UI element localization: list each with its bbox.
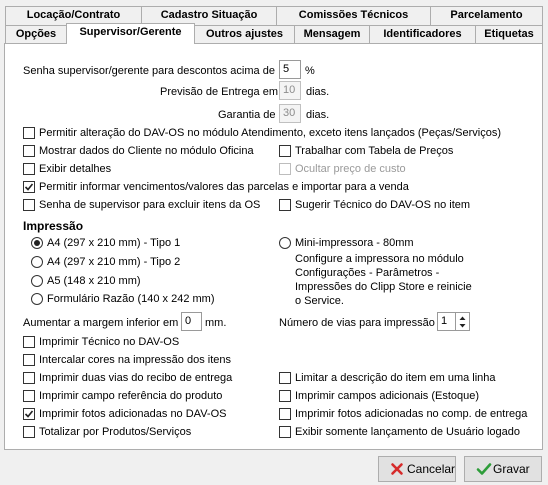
discount-label: Senha supervisor/gerente para descontos acima de bbox=[23, 65, 275, 77]
checkbox-permitir-vencimentos[interactable] bbox=[23, 181, 35, 193]
delivery-value: 10 bbox=[283, 84, 296, 96]
discount-field[interactable] bbox=[279, 60, 301, 79]
label-campo-referencia: Imprimir campo referência do produto bbox=[39, 390, 223, 402]
tab-identificadores[interactable]: Identificadores bbox=[369, 25, 476, 44]
checkbox-senha-excluir-itens[interactable] bbox=[23, 199, 35, 211]
warranty-field[interactable] bbox=[279, 104, 301, 123]
label-campos-adicionais: Imprimir campos adicionais (Estoque) bbox=[295, 390, 480, 402]
checkbox-permitir-alteracao[interactable] bbox=[23, 127, 35, 139]
tab-cadastro-situacao[interactable]: Cadastro Situação bbox=[141, 6, 277, 25]
mini-note-line4: o Service. bbox=[295, 295, 344, 307]
label-ocultar-preco-custo: Ocultar preço de custo bbox=[295, 163, 406, 175]
copies-label: Número de vias para impressão bbox=[279, 317, 435, 329]
check-icon bbox=[476, 462, 492, 476]
radio-a5[interactable] bbox=[31, 275, 43, 287]
cancel-label: Cancelar bbox=[407, 462, 456, 476]
impressao-title: Impressão bbox=[23, 219, 84, 233]
checkbox-sugerir-tecnico[interactable] bbox=[279, 199, 291, 211]
checkbox-intercalar-cores[interactable] bbox=[23, 354, 35, 366]
checkbox-exibir-detalhes[interactable] bbox=[23, 163, 35, 175]
label-a5: A5 (148 x 210 mm) bbox=[47, 275, 141, 287]
tab-etiquetas[interactable]: Etiquetas bbox=[475, 25, 543, 44]
checkbox-campos-adicionais[interactable] bbox=[279, 390, 291, 402]
radio-mini-impressora[interactable] bbox=[279, 237, 291, 249]
tab-opcoes[interactable]: Opções bbox=[5, 25, 67, 44]
cancel-button[interactable] bbox=[378, 456, 456, 482]
label-mostrar-dados-cliente: Mostrar dados do Cliente no módulo Oficina bbox=[39, 145, 254, 157]
checkbox-ocultar-preco-custo[interactable] bbox=[279, 163, 291, 175]
label-fotos-comp-entrega: Imprimir fotos adicionadas no comp. de entrega bbox=[295, 408, 528, 420]
checkbox-usuario-logado[interactable] bbox=[279, 426, 291, 438]
delivery-label: Previsão de Entrega em bbox=[160, 86, 279, 98]
radio-a4-tipo2[interactable] bbox=[31, 256, 43, 268]
radio-a4-tipo1[interactable] bbox=[31, 237, 43, 249]
tab-locacao-contrato[interactable]: Locação/Contrato bbox=[5, 6, 142, 25]
checkbox-fotos-comp-entrega[interactable] bbox=[279, 408, 291, 420]
margin-unit: mm. bbox=[205, 317, 227, 329]
warranty-label: Garantia de bbox=[218, 109, 276, 121]
delivery-unit: dias. bbox=[306, 86, 330, 98]
save-button[interactable] bbox=[464, 456, 542, 482]
copies-spin-buttons[interactable] bbox=[455, 313, 469, 330]
arrow-up-icon[interactable] bbox=[456, 314, 469, 322]
label-permitir-alteracao: Permitir alteração do DAV-OS no módulo Atendimento, exceto itens lançados (Peças/Serviços) bbox=[39, 127, 502, 139]
checkmark-icon bbox=[24, 182, 34, 192]
checkbox-campo-referencia[interactable] bbox=[23, 390, 35, 402]
label-duas-vias-recibo: Imprimir duas vias do recibo de entrega bbox=[39, 372, 233, 384]
label-usuario-logado: Exibir somente lançamento de Usuário logado bbox=[295, 426, 521, 438]
label-a4-tipo2: A4 (297 x 210 mm) - Tipo 2 bbox=[47, 256, 181, 268]
tab-supervisor-gerente[interactable]: Supervisor/Gerente bbox=[66, 23, 195, 44]
arrow-down-icon[interactable] bbox=[456, 322, 469, 330]
checkbox-mostrar-dados-cliente[interactable] bbox=[23, 145, 35, 157]
copies-value: 1 bbox=[441, 315, 448, 327]
mini-note-line1: Configure a impressora no módulo bbox=[295, 253, 464, 265]
save-label: Gravar bbox=[493, 462, 530, 476]
tab-parcelamento[interactable]: Parcelamento bbox=[430, 6, 543, 25]
label-imprimir-tecnico: Imprimir Técnico no DAV-OS bbox=[39, 336, 180, 348]
discount-unit: % bbox=[305, 65, 315, 77]
margin-value: 0 bbox=[185, 315, 192, 327]
radio-formulario-razao[interactable] bbox=[31, 293, 43, 305]
label-sugerir-tecnico: Sugerir Técnico do DAV-OS no item bbox=[295, 199, 471, 211]
mini-note-line2: Configurações - Parâmetros - bbox=[295, 267, 440, 279]
label-permitir-vencimentos: Permitir informar vencimentos/valores das parcelas e importar para a venda bbox=[39, 181, 409, 193]
checkbox-limitar-descricao[interactable] bbox=[279, 372, 291, 384]
label-exibir-detalhes: Exibir detalhes bbox=[39, 163, 112, 175]
close-icon bbox=[390, 462, 404, 476]
label-formulario-razao: Formulário Razão (140 x 242 mm) bbox=[47, 293, 215, 305]
checkbox-imprimir-tecnico[interactable] bbox=[23, 336, 35, 348]
label-tabela-precos: Trabalhar com Tabela de Preços bbox=[295, 145, 454, 157]
copies-stepper[interactable] bbox=[437, 312, 470, 331]
label-fotos-dav-os: Imprimir fotos adicionadas no DAV-OS bbox=[39, 408, 227, 420]
label-limitar-descricao: Limitar a descrição do item em uma linha bbox=[295, 372, 496, 384]
label-senha-excluir-itens: Senha de supervisor para excluir itens da OS bbox=[39, 199, 261, 211]
margin-label: Aumentar a margem inferior em bbox=[23, 317, 179, 329]
discount-value: 5 bbox=[283, 63, 290, 75]
warranty-unit: dias. bbox=[306, 109, 330, 121]
tab-comissoes-tecnicos[interactable]: Comissões Técnicos bbox=[276, 6, 431, 25]
warranty-value: 30 bbox=[283, 107, 296, 119]
label-a4-tipo1: A4 (297 x 210 mm) - Tipo 1 bbox=[47, 237, 181, 249]
margin-field[interactable] bbox=[181, 312, 202, 331]
checkbox-totalizar[interactable] bbox=[23, 426, 35, 438]
label-intercalar-cores: Intercalar cores na impressão dos itens bbox=[39, 354, 231, 366]
tab-outros-ajustes[interactable]: Outros ajustes bbox=[194, 25, 295, 44]
checkbox-duas-vias-recibo[interactable] bbox=[23, 372, 35, 384]
label-mini-impressora: Mini-impressora - 80mm bbox=[295, 237, 414, 249]
mini-note-line3: Impressões do Clipp Store e reinicie bbox=[295, 281, 472, 293]
tab-mensagem[interactable]: Mensagem bbox=[294, 25, 370, 44]
checkbox-tabela-precos[interactable] bbox=[279, 145, 291, 157]
checkbox-fotos-dav-os[interactable] bbox=[23, 408, 35, 420]
label-totalizar: Totalizar por Produtos/Serviços bbox=[39, 426, 192, 438]
checkmark-icon bbox=[24, 409, 34, 419]
delivery-field[interactable] bbox=[279, 81, 301, 100]
